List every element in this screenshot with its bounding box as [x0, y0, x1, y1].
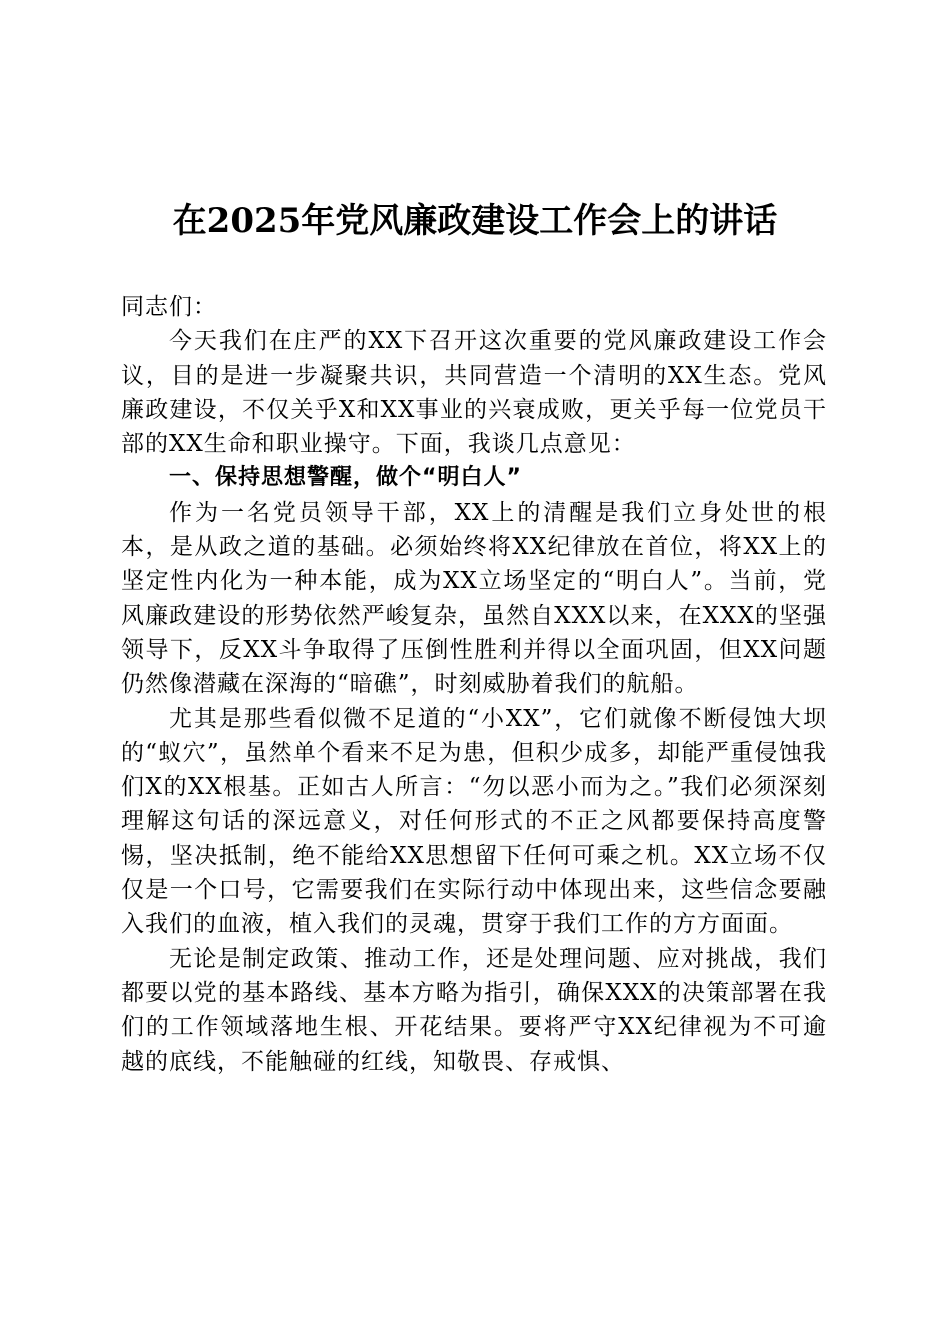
section1-paragraph-3: 无论是制定政策、推动工作，还是处理问题、应对挑战，我们都要以党的基本路线、基本方略为指引，确保XXX的决策部署在我们的工作领域落地生根、开花结果。要将严守XX纪律视为不可逾越的底线，不能触碰的红线，知敬畏、存戒惧、: [121, 945, 827, 1075]
intro-paragraph: 今天我们在庄严的XX下召开这次重要的党风廉政建设工作会议，目的是进一步凝聚共识，共同营造一个清明的XX生态。党风廉政建设，不仅关乎X和XX事业的兴衰成败，更关乎每一位党员干部的XX生命和职业操守。下面，我谈几点意见：: [121, 328, 827, 458]
section1-paragraph-2: 尤其是那些看似微不足道的“小XX”，它们就像不断侵蚀大坝的“蚁穴”，虽然单个看来不足为患，但积少成多，却能严重侵蚀我们X的XX根基。正如古人所言：“勿以恶小而为之。”我们必须深刻理解这句话的深远意义，对任何形式的不正之风都要保持高度警惕，坚决抵制，绝不能给XX思想留下任何可乘之机。XX立场不仅仅是一个口号，它需要我们在实际行动中体现出来，这些信念要融入我们的血液，植入我们的灵魂，贯穿于我们工作的方方面面。: [121, 705, 827, 938]
document-title: 在2025年党风廉政建设工作会上的讲话: [172, 201, 778, 241]
document-body: [121, 290, 827, 1079]
salutation: 同志们：: [121, 294, 217, 320]
section1-paragraph-1: 作为一名党员领导干部，XX上的清醒是我们立身处世的根本，是从政之道的基础。必须始终将XX纪律放在首位，将XX上的坚定性内化为一种本能，成为XX立场坚定的“明白人”。当前，党风廉政建设的形势依然严峻复杂，虽然自XXX以来，在XXX的坚强领导下，反XX斗争取得了压倒性胜利并得以全面巩固，但XX问题仍然像潜藏在深海的“暗礁”，时刻威胁着我们的航船。: [121, 499, 827, 698]
section-heading-1: 一、保持思想警醒，做个“明白人”: [169, 465, 522, 491]
